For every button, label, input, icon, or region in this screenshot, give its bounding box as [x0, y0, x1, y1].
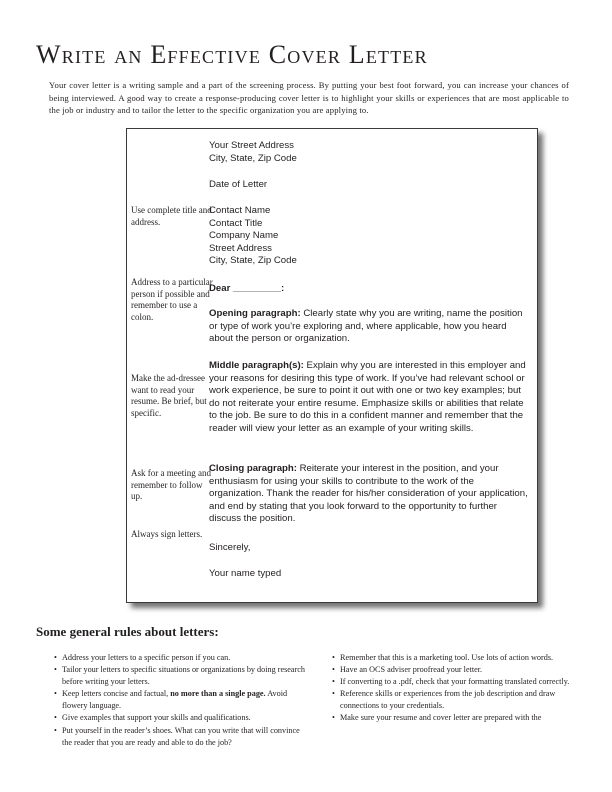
list-item: • Tailor your letters to specific situations or organizations by doing research before writing your letters. [44, 664, 306, 688]
recipient-block [209, 205, 531, 268]
middle-text: Explain why you are interested in this employer and your reasons for desiring this type of work. If you’ve had relevant school or work experience, be sure to point it out with one or two key examples; but do not reiterate your entire resume. Emphasize skills or abilities that relate to the job. Be sure to do this in a confident manner and remember that the reader will view your letter as an example of your writing skills. [209, 360, 526, 434]
list-item: • Make sure your resume and cover letter are prepared with the [322, 712, 570, 724]
closing-label: Closing paragraph: [209, 463, 297, 474]
list-item: • Remember that this is a marketing tool. Use lots of action words. [322, 652, 570, 664]
list-item: • Put yourself in the reader’s shoes. What can you write that will convince the reader that you are ready and able to do the job? [44, 725, 306, 749]
note-make-addressee: Make the ad-dressee want to read your resume. Be brief, but specific. [131, 373, 207, 418]
note-title-address: Use complete title and address. [131, 205, 212, 227]
sign-off: Sincerely, [209, 542, 251, 553]
opening-label: Opening paragraph: [209, 308, 301, 319]
opening-paragraph [209, 308, 531, 346]
letter-date: Date of Letter [209, 179, 268, 190]
rules-list-right [322, 652, 570, 725]
rule-text: Avoid flowery language. [62, 689, 288, 711]
middle-paragraph [209, 360, 531, 436]
sample-letter [126, 128, 538, 603]
rules-list-left [44, 652, 306, 749]
salutation: Dear _________: [209, 283, 285, 294]
company-name: Company Name [209, 230, 279, 242]
page-title: Write an Effective Cover Letter [36, 40, 428, 69]
note-always-sign: Always sign letters. [131, 529, 203, 539]
middle-label: Middle paragraph(s): [209, 360, 304, 371]
contact-title: Contact Title [209, 217, 263, 229]
list-item: • Reference skills or experiences from the job description and draw connections to your credentials. [322, 688, 570, 712]
list-item: • Give examples that support your skills and qualifications. [44, 712, 306, 724]
contact-city: City, State, Zip Code [209, 255, 297, 267]
note-particular-person: Address to a particular person if possible and remember to use a colon. [131, 277, 213, 322]
opening-text: Clearly state why you are writing, name the position or type of work you’re exploring and, where applicable, how you heard about the person or organization. [209, 308, 523, 345]
contact-street: Street Address [209, 242, 272, 254]
sender-street: Your Street Address [209, 140, 294, 151]
typed-name: Your name typed [209, 568, 282, 579]
rule-text: Keep letters concise and factual, [62, 689, 171, 699]
contact-name: Contact Name [209, 205, 271, 216]
rule-emphasis: no more than a single page. [170, 689, 266, 699]
rules-heading: Some general rules about letters: [36, 624, 219, 639]
closing-text: Reiterate your interest in the position, and your enthusiasm for using your skills to contribute to the work of the organization. Thank the reader for his/her consideration of your application, and end by stating that you look forward to the opportunity to further discuss the position. [209, 463, 528, 525]
list-item: • Address your letters to a specific person if you can. [44, 652, 306, 664]
note-ask-meeting: Ask for a meeting and remember to follow up. [131, 468, 211, 502]
list-item [44, 688, 306, 712]
intro-paragraph: Your cover letter is a writing sample and a part of the screening process. By putting your best foot forward, you can increase your chances of being interviewed. A good way to create a response-producing cover letter is to highlight your skills or experiences that are most applicable to the job or industry and to tailor the letter to the specific organization you are applying to. [49, 80, 569, 116]
list-item: • Have an OCS adviser proofread your letter. [322, 664, 570, 676]
sender-city: City, State, Zip Code [209, 152, 297, 164]
list-item: • If converting to a .pdf, check that your formatting translated correctly. [322, 676, 570, 688]
closing-paragraph [209, 463, 531, 526]
